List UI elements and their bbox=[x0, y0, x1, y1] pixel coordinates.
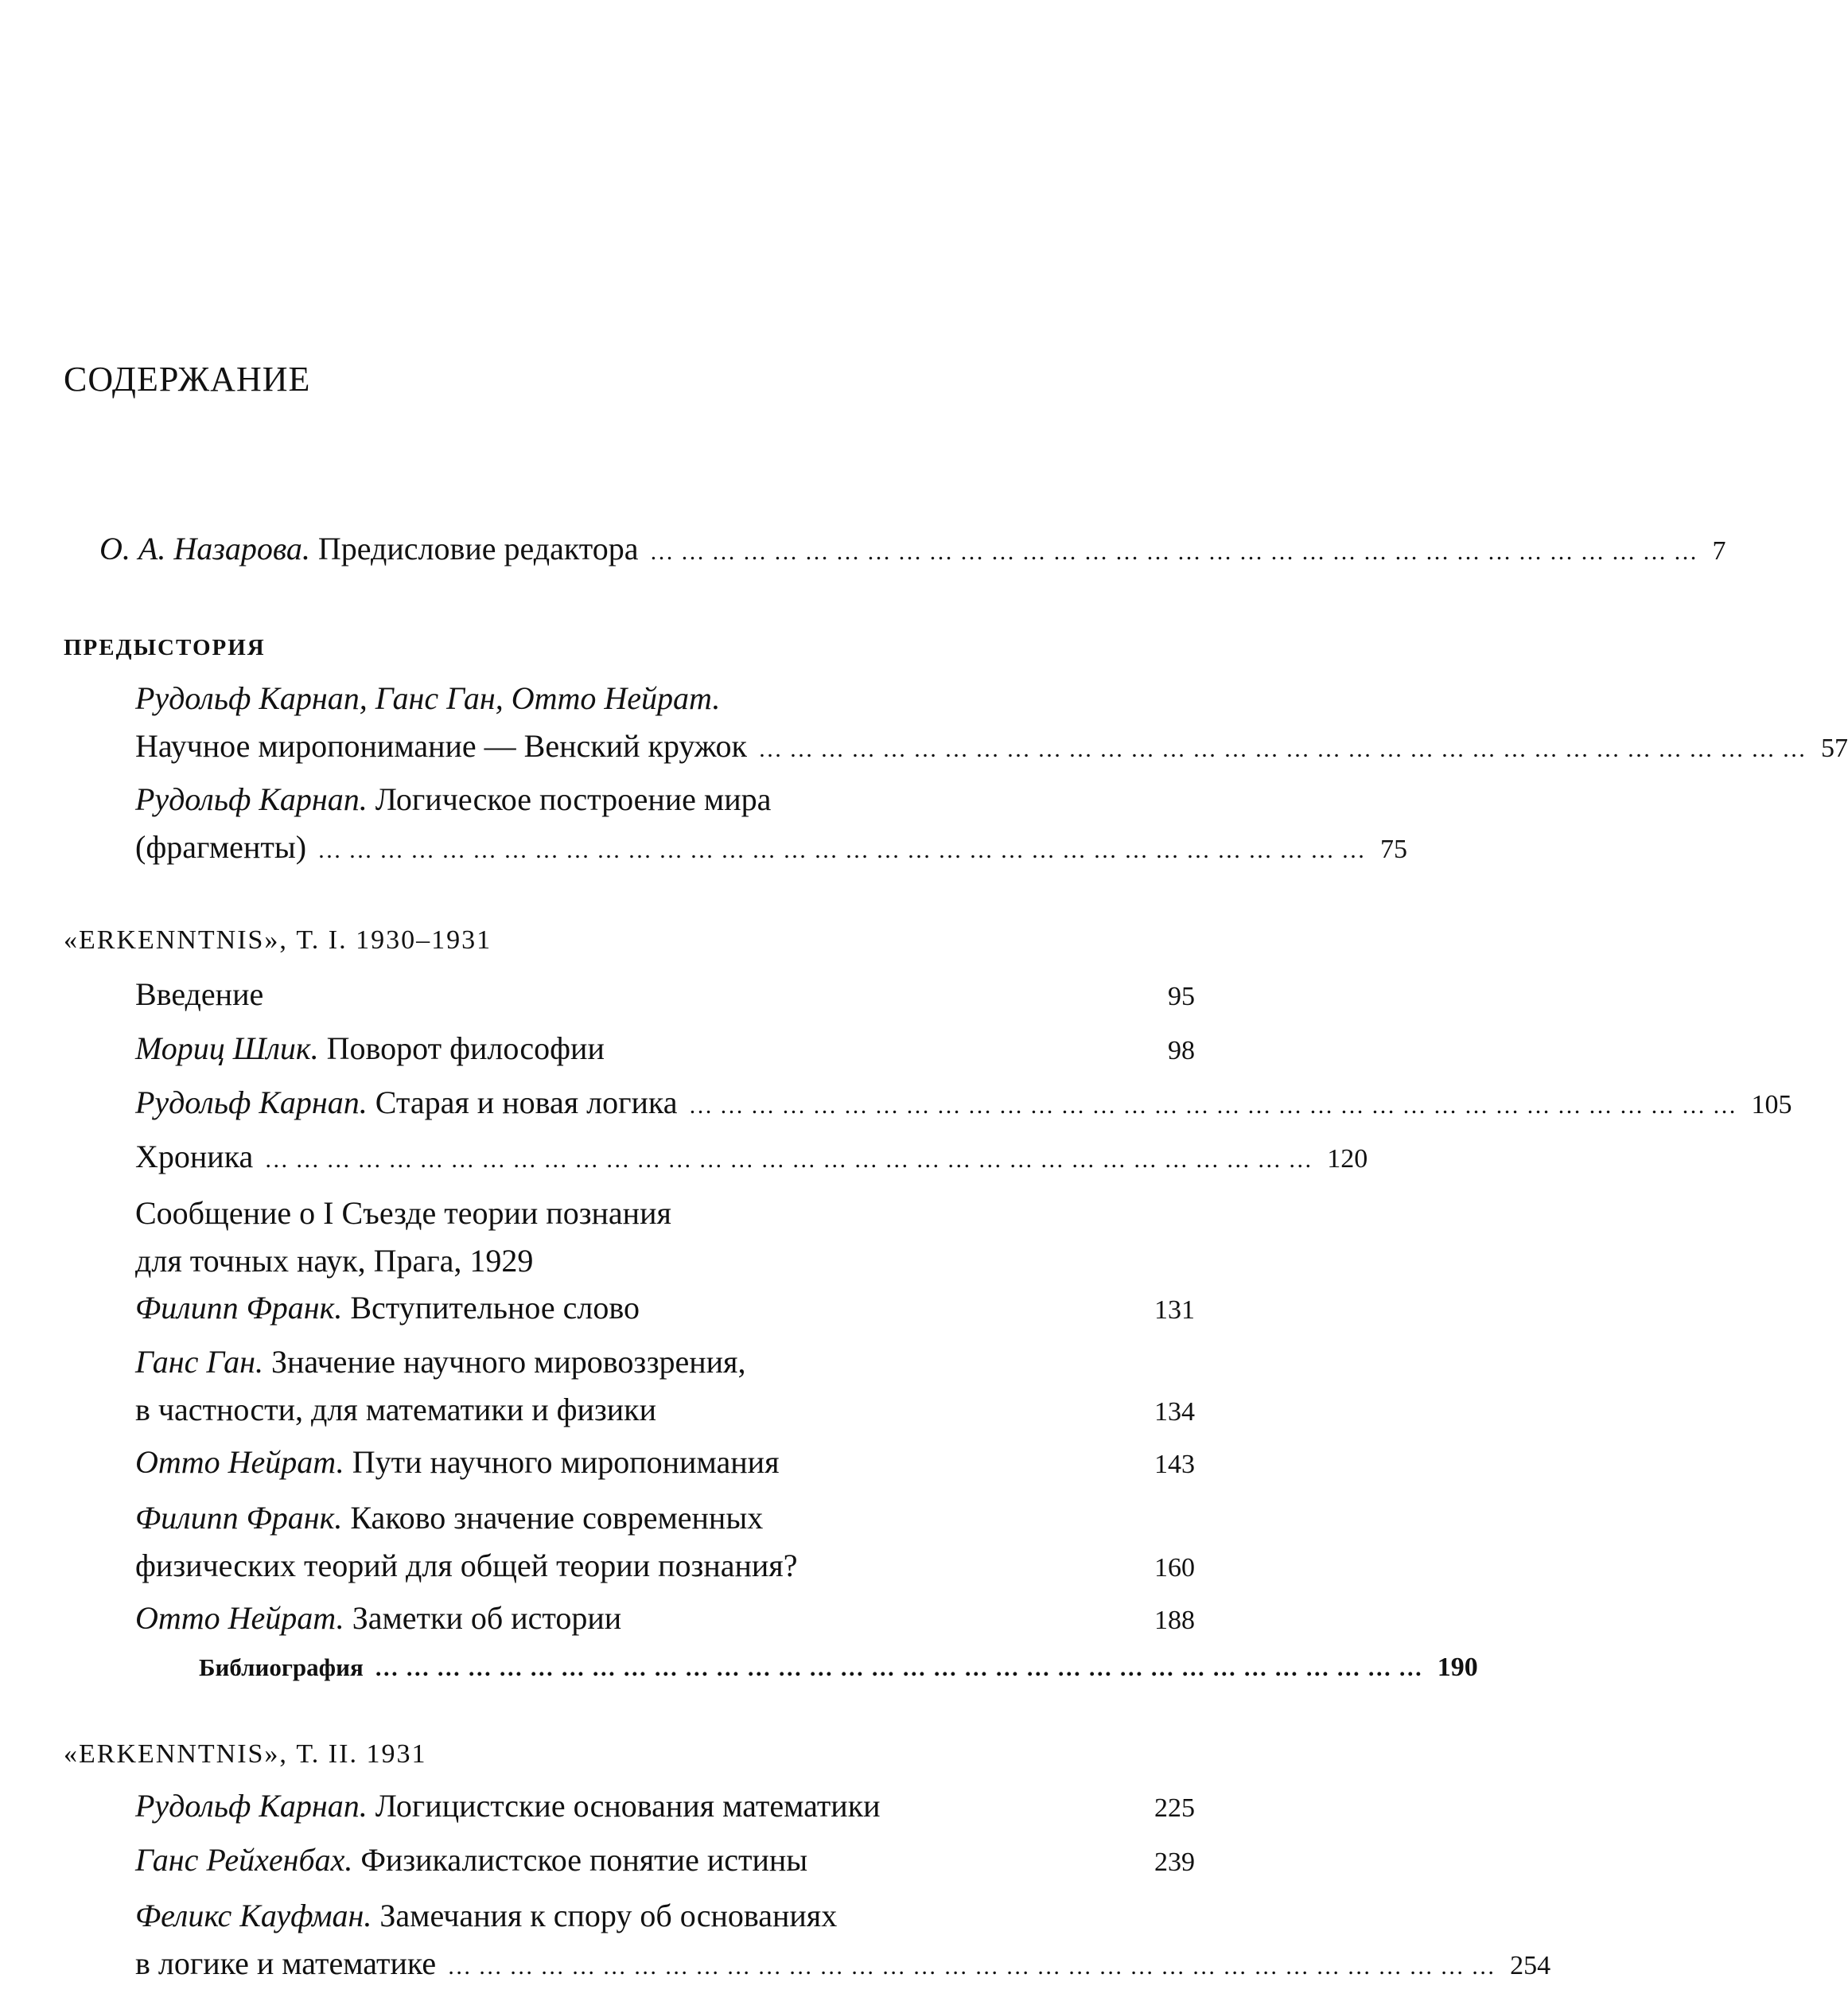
entry-author: Филипп Франк. bbox=[135, 1290, 343, 1326]
entry-title: Научное миропонимание — Венский кружок bbox=[135, 728, 747, 764]
toc-entry[interactable] bbox=[135, 1338, 1195, 1434]
leader-dots: ………………………………………………………………………………………… bbox=[757, 736, 1813, 762]
toc-entry[interactable] bbox=[135, 1439, 1195, 1486]
toc-entry[interactable] bbox=[135, 1494, 1195, 1590]
entry-page-number: 7 bbox=[1712, 536, 1726, 566]
toc-entry[interactable] bbox=[135, 1133, 1368, 1181]
entry-author: Филипп Франк. bbox=[135, 1500, 343, 1536]
entry-title: Введение bbox=[135, 976, 264, 1012]
section-heading-erkenntnis-1: «ERKENNTNIS», Т. I. 1930–1931 bbox=[64, 925, 492, 955]
toc-entry[interactable] bbox=[135, 675, 1848, 770]
toc-entry[interactable] bbox=[135, 1892, 1551, 1988]
entry-title: Заметки об истории bbox=[352, 1600, 622, 1636]
entry-author: Отто Нейрат. bbox=[135, 1444, 344, 1480]
entry-title: Сообщение о I Съезде теории познания bbox=[135, 1195, 671, 1231]
entry-author: Ганс Ган. bbox=[135, 1344, 263, 1380]
toc-entry-intro[interactable] bbox=[99, 525, 1726, 573]
entry-page-number: 143 bbox=[1154, 1450, 1195, 1479]
entry-author: Феликс Кауфман. bbox=[135, 1898, 372, 1933]
entry-title-continued: для точных наук, Прага, 1929 bbox=[135, 1243, 534, 1279]
toc-entry[interactable] bbox=[135, 1284, 1195, 1332]
entry-title: Значение научного мировоззрения, bbox=[270, 1344, 746, 1380]
entry-title-continued: в логике и математике bbox=[135, 1945, 437, 1981]
entry-page-number: 239 bbox=[1154, 1848, 1195, 1877]
entry-title-continued: физических теорий для общей теории познания? bbox=[135, 1548, 798, 1583]
toc-entry[interactable] bbox=[135, 1079, 1792, 1127]
toc-entry[interactable] bbox=[135, 1836, 1195, 1884]
entry-page-number: 225 bbox=[1154, 1793, 1195, 1823]
entry-title-continued: в частности, для математики и физики bbox=[135, 1392, 656, 1427]
entry-page-number: 105 bbox=[1751, 1090, 1792, 1119]
entry-page-number: 95 bbox=[1168, 982, 1195, 1011]
toc-entry[interactable] bbox=[135, 776, 1408, 871]
entry-author: Отто Нейрат. bbox=[135, 1600, 344, 1636]
entry-title: Библиография bbox=[199, 1653, 364, 1681]
section-heading-erkenntnis-2: «ERKENNTNIS», Т. II. 1931 bbox=[64, 1739, 427, 1769]
entry-page-number: 190 bbox=[1437, 1653, 1478, 1682]
entry-page-number: 188 bbox=[1154, 1606, 1195, 1635]
entry-title: Замечания к спору об основаниях bbox=[379, 1898, 838, 1933]
entry-page-number: 160 bbox=[1154, 1553, 1195, 1583]
toc-entry[interactable] bbox=[135, 971, 1195, 1018]
entry-title: Логическое построение мира bbox=[375, 781, 772, 817]
entry-author: О. А. Назарова. bbox=[99, 531, 310, 567]
entry-author: Рудольф Карнап. bbox=[135, 781, 368, 817]
entry-page-number: 131 bbox=[1154, 1295, 1195, 1325]
entry-page-number: 120 bbox=[1327, 1144, 1368, 1174]
leader-dots: ………………………………………………………………………………………… bbox=[447, 1953, 1503, 1980]
toc-entry-sub[interactable] bbox=[199, 1644, 1478, 1692]
entry-title: Логицистские основания математики bbox=[375, 1788, 881, 1824]
entry-title: Пути научного миропонимания bbox=[352, 1444, 780, 1480]
entry-author: Мориц Шлик. bbox=[135, 1030, 319, 1066]
entry-page-number: 254 bbox=[1510, 1951, 1551, 1980]
leader-dots: ………………………………………………………………………………………… bbox=[649, 539, 1705, 565]
entry-title: Каково значение современных bbox=[350, 1500, 764, 1536]
toc-entry[interactable] bbox=[135, 1782, 1195, 1830]
toc-entry-group[interactable] bbox=[135, 1190, 1195, 1285]
entry-page-number: 134 bbox=[1154, 1397, 1195, 1427]
leader-dots: ………………………………………………………………………………………… bbox=[374, 1655, 1430, 1681]
entry-author: Рудольф Карнап. bbox=[135, 1084, 368, 1120]
entry-page-number: 57 bbox=[1820, 734, 1848, 763]
leader-dots: ………………………………………………………………………………………… bbox=[264, 1147, 1320, 1173]
entry-title-continued: (фрагменты) bbox=[135, 829, 307, 865]
toc-entry[interactable] bbox=[135, 1594, 1195, 1642]
entry-title: Хроника bbox=[135, 1139, 254, 1174]
entry-title: Поворот философии bbox=[326, 1030, 605, 1066]
leader-dots: ………………………………………………………………………………………… bbox=[688, 1092, 1744, 1119]
entry-title: Вступительное слово bbox=[350, 1290, 640, 1326]
page-title: СОДЕРЖАНИЕ bbox=[64, 360, 311, 399]
section-heading-prehistory: ПРЕДЫСТОРИЯ bbox=[64, 635, 266, 660]
entry-author: Рудольф Карнап, Ганс Ган, Отто Нейрат. bbox=[135, 680, 721, 716]
entry-author: Ганс Рейхенбах. bbox=[135, 1842, 353, 1878]
entry-page-number: 75 bbox=[1380, 835, 1408, 864]
entry-title: Физикалистское понятие истины bbox=[360, 1842, 808, 1878]
toc-entry[interactable] bbox=[135, 1025, 1195, 1073]
entry-title: Предисловие редактора bbox=[317, 531, 639, 567]
entry-title: Старая и новая логика bbox=[375, 1084, 678, 1120]
entry-author: Рудольф Карнап. bbox=[135, 1788, 368, 1824]
leader-dots: ………………………………………………………………………………………… bbox=[317, 837, 1373, 863]
entry-page-number: 98 bbox=[1168, 1036, 1195, 1065]
